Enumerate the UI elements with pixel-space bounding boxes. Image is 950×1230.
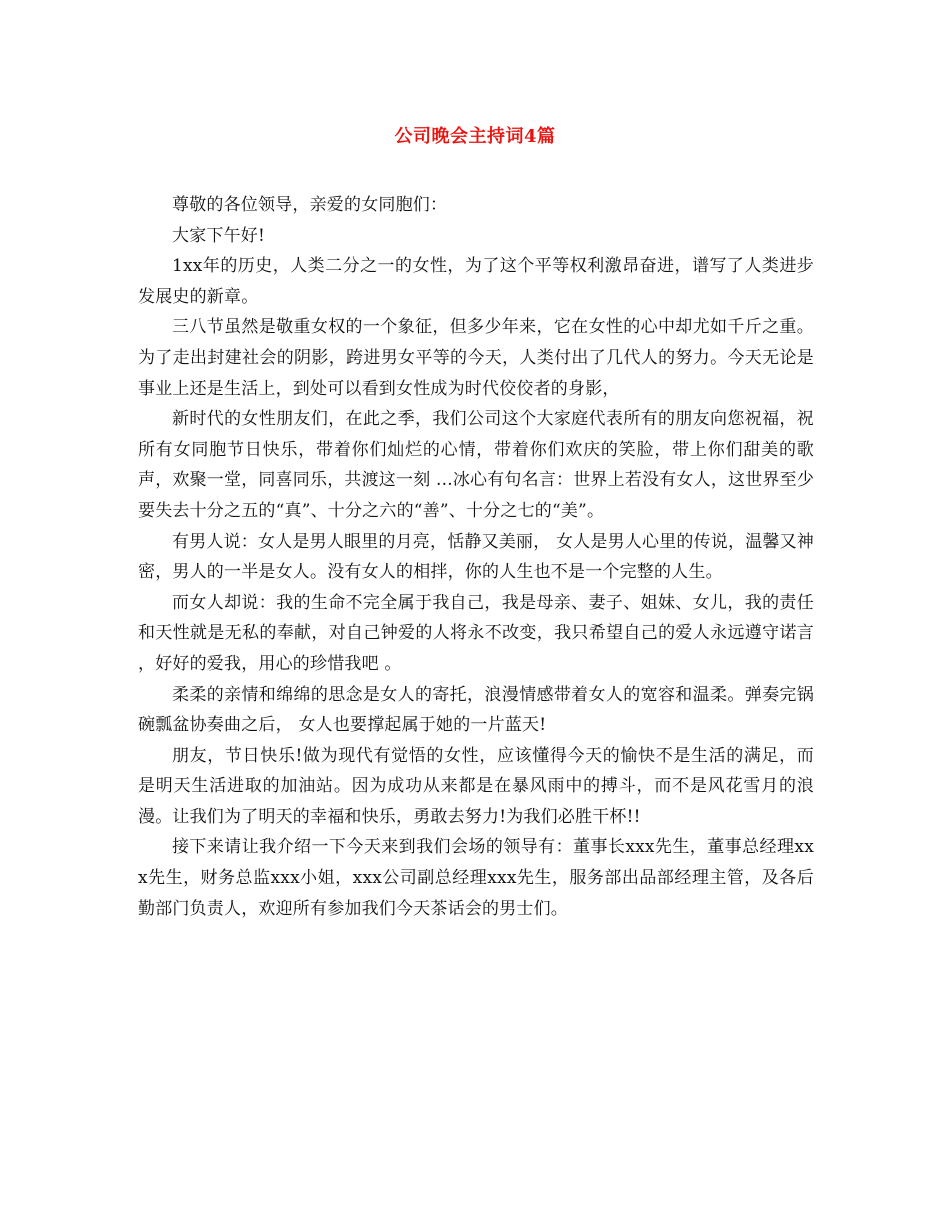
paragraph-men-say: 有男人说：女人是男人眼里的月亮，恬静又美丽， 女人是男人心里的传说，温馨又神密，男人的一半是女人。没有女人的相拌，你的人生也不是一个完整的人生。: [138, 531, 815, 583]
paragraph-introductions: 接下来请让我介绍一下今天来到我们会场的领导有：董事长xxx先生，董事总经理xxx先生，财务总监xxx小姐，xxx公司副总经理xxx先生，服务部出品部经理主管，及各后勤部门负责人，欢迎所有参加我们今天茶话会的男士们。: [138, 837, 814, 919]
paragraph-blessing: 新时代的女性朋友们，在此之季，我们公司这个大家庭代表所有的朋友向您祝福，祝所有女同胞节日快乐，带着你们灿烂的心情，带着你们欢庆的笑脸，带上你们甜美的歌声，欢聚一堂，同喜同乐，共渡这一刻 ...冰心有句名言：世界上若没有女人，这世界至少要失去十分之五的“真”、十分之六的“善”、十分之七的“美”。: [138, 409, 815, 521]
paragraph-good-afternoon: 大家下午好!: [172, 225, 266, 246]
paragraph-greeting: 尊敬的各位领导，亲爱的女同胞们：: [172, 195, 448, 215]
paragraph-march-eighth: 三八节虽然是敬重女权的一个象征，但多少年来，它在女性的心中却尤如千斤之重。为了走出封建社会的阴影，跨进男女平等的今天，人类付出了几代人的努力。今天无论是事业上还是生活上，到处可以看到女性成为时代佼佼者的身影，: [138, 317, 814, 399]
paragraph-tenderness: 柔柔的亲情和绵绵的思念是女人的寄托，浪漫情感带着女人的宽容和温柔。弹奏完锅碗瓢盆协奏曲之后， 女人也要撑起属于她的一片蓝天!: [138, 684, 814, 736]
paragraph-history: 1xx年的历史，人类二分之一的女性，为了这个平等权利激昂奋进，谱写了人类进步发展史的新章。: [138, 256, 814, 307]
paragraph-women-say: 而女人却说：我的生命不完全属于我自己，我是母亲、妻子、姐妹、女儿，我的责任和天性就是无私的奉献，对自己钟爱的人将永不改变，我只希望自己的爱人永远遵守诺言 ，好好的爱我，用心的珍惜我吧 。: [138, 592, 814, 674]
document-body: [138, 190, 814, 924]
paragraph-holiday-wishes: 朋友，节日快乐!做为现代有觉悟的女性，应该懂得今天的愉快不是生活的满足，而是明天生活进取的加油站。因为成功从来都是在暴风雨中的搏斗，而不是风花雪月的浪漫。让我们为了明天的幸福和快乐，勇敢去努力!为我们必胜干杯!!: [138, 745, 814, 827]
document-title: 公司晚会主持词4篇: [394, 126, 556, 147]
